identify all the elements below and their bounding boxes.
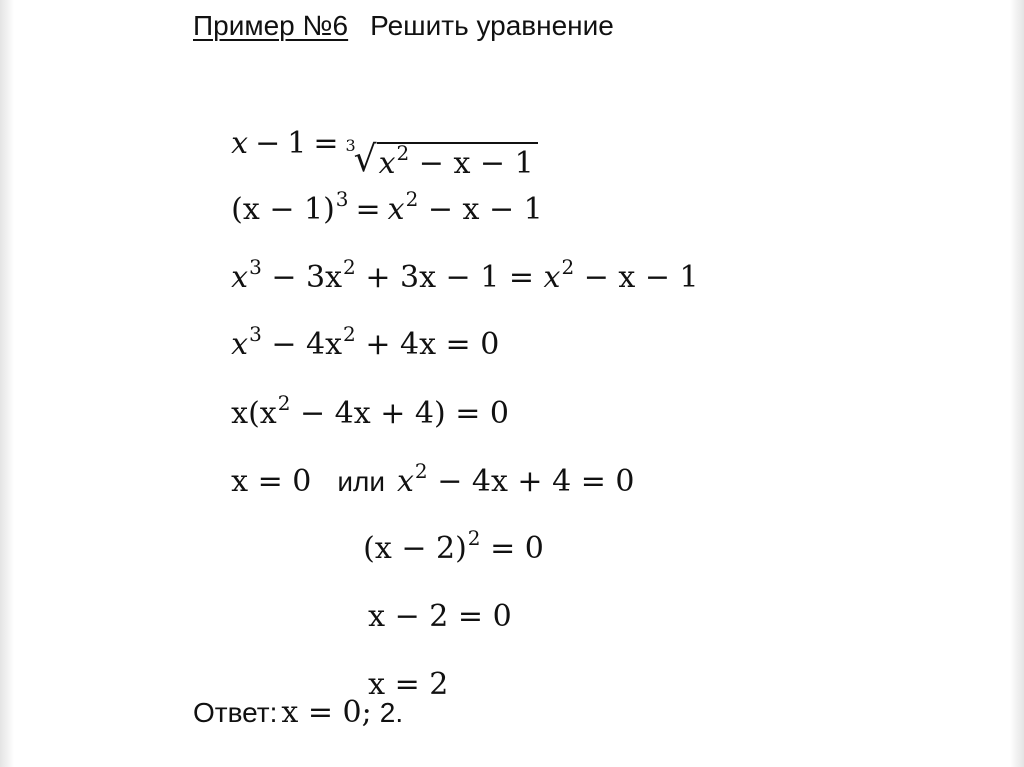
step4-exp1: 3 bbox=[249, 322, 262, 346]
answer-line bbox=[193, 693, 403, 733]
step7-tail: = 0 bbox=[490, 531, 544, 566]
step2-exp: 3 bbox=[335, 187, 349, 211]
step3-rhs-rest: − x − 1 bbox=[583, 260, 699, 295]
step2-eq: = bbox=[355, 192, 381, 227]
step6-exp: 2 bbox=[414, 459, 428, 483]
step4-mid: − 4x bbox=[271, 327, 343, 362]
radicand-exponent: 2 bbox=[396, 141, 410, 165]
step4-var1: x bbox=[231, 327, 249, 362]
step3-exp2: 2 bbox=[343, 255, 356, 279]
example-number: Пример №6 bbox=[193, 10, 349, 41]
answer-value: 2. bbox=[379, 697, 404, 728]
step3-tail: + 3x − 1 = bbox=[365, 260, 534, 295]
or-word: или bbox=[337, 466, 385, 497]
step5-exp: 2 bbox=[277, 391, 291, 415]
step4-exp2: 2 bbox=[343, 322, 356, 346]
answer-expr: x = 0; bbox=[281, 695, 372, 730]
step9-text: x = 2 bbox=[368, 667, 449, 702]
task-text: Решить уравнение bbox=[370, 10, 614, 41]
step7-paren: (x − 2) bbox=[363, 531, 467, 566]
step3-var2: x bbox=[543, 260, 561, 295]
step1-eq: = bbox=[313, 126, 339, 161]
step5-tail: − 4x + 4) = 0 bbox=[299, 396, 509, 431]
step1-lhs-var: x bbox=[231, 126, 249, 161]
step7-exp: 2 bbox=[467, 526, 481, 550]
step4-tail: + 4x = 0 bbox=[365, 327, 500, 362]
answer-label: Ответ: bbox=[193, 697, 278, 728]
step2-rhs-var: x bbox=[387, 192, 405, 227]
step2-paren: (x − 1) bbox=[231, 192, 335, 227]
radicand-rest: − x − 1 bbox=[418, 146, 534, 181]
step6-left: x = 0 bbox=[231, 464, 312, 499]
step3-exp1: 3 bbox=[249, 255, 262, 279]
step6-var: x bbox=[397, 464, 414, 499]
step1-lhs-num: 1 bbox=[287, 126, 307, 161]
step3-var1: x bbox=[231, 260, 249, 295]
slide-heading bbox=[193, 8, 614, 44]
step2-rhs-rest: − x − 1 bbox=[427, 192, 543, 227]
step1-lhs-op: − bbox=[255, 126, 281, 161]
step6-tail: − 4x + 4 = 0 bbox=[437, 464, 635, 499]
step5-head: x(x bbox=[231, 396, 277, 431]
root-index: 3 bbox=[345, 136, 356, 155]
step3-mid: − 3x bbox=[271, 260, 343, 295]
step8-text: x − 2 = 0 bbox=[368, 599, 512, 634]
step2-rhs-exp: 2 bbox=[405, 187, 419, 211]
step3-exp3: 2 bbox=[561, 255, 575, 279]
radicand-var: x bbox=[378, 146, 396, 181]
radical-sign-icon: √ bbox=[353, 139, 377, 180]
